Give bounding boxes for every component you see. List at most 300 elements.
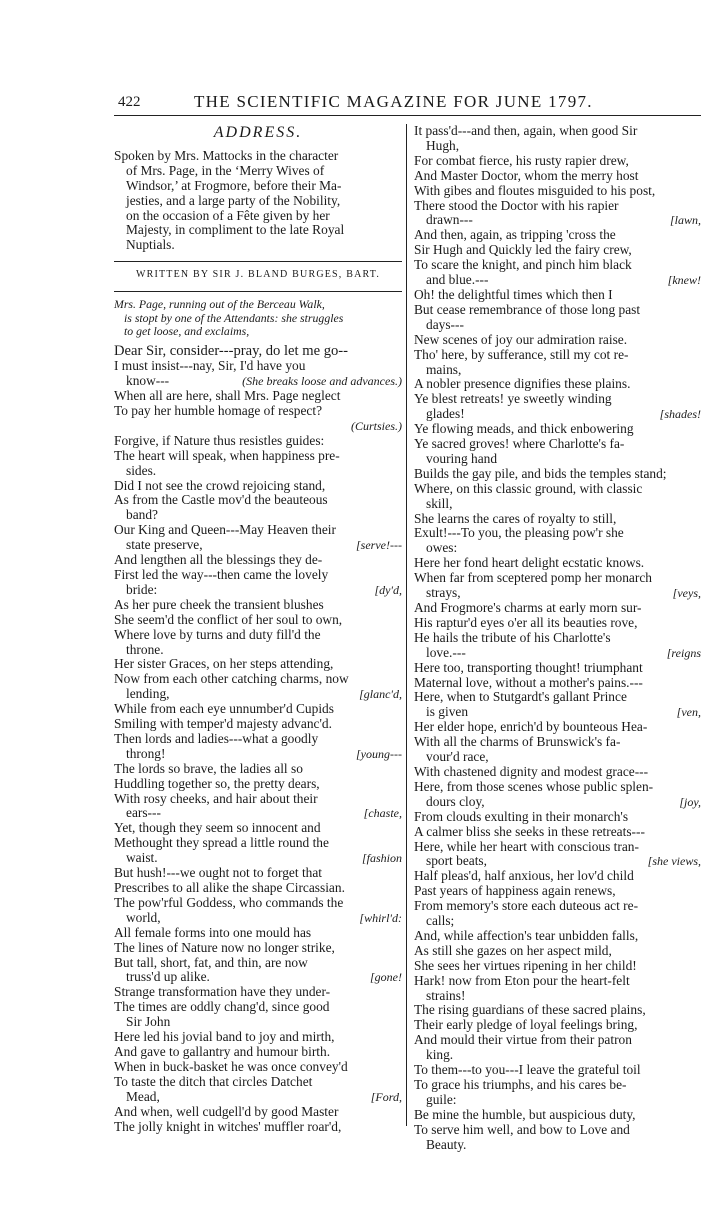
verse-line	[114, 970, 402, 985]
verse-note	[693, 124, 701, 139]
verse-note	[693, 825, 701, 840]
verse-line	[114, 792, 402, 807]
verse-line	[414, 139, 701, 154]
verse-text: She seem'd the conflict of her soul to own,	[114, 611, 343, 627]
verse-line	[414, 1063, 701, 1078]
verse-line	[414, 273, 701, 288]
verse-note	[693, 348, 701, 363]
verse-line	[414, 392, 701, 407]
verse-line	[114, 434, 402, 449]
verse-note	[693, 199, 701, 214]
verse-line	[414, 780, 701, 795]
verse-note	[693, 1123, 701, 1138]
verse-note	[394, 404, 402, 419]
verse-text: Ye blest retreats! ye sweetly winding	[414, 391, 612, 407]
verse-note: (She breaks loose and advances.)	[242, 374, 402, 389]
left-column	[114, 124, 402, 1134]
verse-text: Hark! now from Eton pour the heart-felt	[414, 972, 630, 988]
verse-note: [Ford,	[370, 1089, 402, 1104]
verse-text: Oh! the delightful times which then I	[414, 286, 613, 302]
verse-note	[693, 437, 701, 452]
verse-note	[394, 836, 402, 851]
verse-note	[693, 1063, 701, 1078]
verse-text: ears---	[126, 805, 161, 821]
verse-line	[414, 497, 701, 512]
verse-note	[394, 389, 402, 404]
verse-note: [whirl'd:	[359, 910, 402, 925]
verse-line	[414, 228, 701, 243]
verse-note	[693, 661, 701, 676]
verse-note	[394, 777, 402, 792]
verse-note: [young---	[356, 746, 402, 761]
verse-text: New scenes of joy our admiration raise.	[414, 331, 628, 347]
verse-note	[394, 956, 402, 971]
stage-line: is stopt by one of the Attendants: she struggles	[124, 310, 344, 325]
verse-note	[693, 303, 701, 318]
verse-note	[693, 869, 701, 884]
verse-text: throng!	[126, 745, 166, 761]
verse-text: I must insist---nay, Sir, I'd have you	[114, 358, 306, 374]
verse-note	[693, 243, 701, 258]
verse-text: Ye sacred groves! where Charlotte's fa-	[414, 436, 625, 452]
verse-text: He hails the tribute of his Charlotte's	[414, 629, 611, 645]
verse-note	[693, 750, 701, 765]
verse-text: drawn---	[426, 212, 473, 228]
verse-note	[394, 672, 402, 687]
verse-note	[693, 452, 701, 467]
verse-text: world,	[126, 909, 161, 925]
verse-text: and blue.---	[426, 272, 489, 288]
verse-text: As still she gazes on her aspect mild,	[414, 942, 612, 958]
verse-note	[394, 449, 402, 464]
verse-text: As her pure cheek the transient blushes	[114, 596, 324, 612]
verse-note	[693, 929, 701, 944]
verse-text: A nobler presence dignifies these plains.	[414, 376, 631, 392]
verse-line	[414, 676, 701, 691]
header-rule	[114, 115, 701, 116]
verse-line	[414, 1018, 701, 1033]
verse-note	[693, 526, 701, 541]
verse-text: The times are oddly chang'd, since good	[114, 999, 330, 1015]
verse-text: Yet, though they seem so innocent and	[114, 820, 321, 836]
verse-note: [lawn,	[669, 213, 701, 228]
verse-text: Be mine the humble, but auspicious duty,	[414, 1106, 636, 1122]
verse-text: owes:	[426, 540, 458, 556]
verse-note	[693, 989, 701, 1004]
verse-note	[693, 899, 701, 914]
verse-note	[693, 840, 701, 855]
column-divider	[406, 124, 407, 1126]
verse-line	[414, 571, 701, 586]
verse-note	[693, 720, 701, 735]
verse-text: Sir John	[126, 1014, 171, 1030]
verse-note	[693, 497, 701, 512]
verse-line	[414, 959, 701, 974]
verse-text: From clouds exulting in their monarch's	[414, 808, 629, 824]
verse-line	[414, 825, 701, 840]
verse-line	[114, 613, 402, 628]
verse-text: mains,	[426, 361, 462, 377]
verse-text: The rising guardians of these sacred plains,	[414, 1002, 646, 1018]
verse-note	[394, 508, 402, 523]
verse-text: To grace his triumphs, and his cares be-	[414, 1077, 627, 1092]
verse-note	[693, 735, 701, 750]
verse-text: But hush!---we ought not to forget that	[114, 865, 323, 881]
verse-text: With rosy cheeks, and hair about their	[114, 790, 318, 806]
verse-text: waist.	[126, 850, 158, 866]
stage-line: Mrs. Page, running out of the Berceau Walk,	[114, 297, 325, 312]
verse-line	[114, 1120, 402, 1135]
verse-note	[394, 1030, 402, 1045]
verse-text: The heart will speak, when happiness pre-	[114, 447, 340, 463]
verse-text: Here, when to Stutgardt's gallant Prince	[414, 689, 627, 705]
verse-text: From memory's store each duteous act re-	[414, 898, 639, 914]
verse-line	[414, 631, 701, 646]
verse-note	[693, 1138, 701, 1153]
verse-note	[693, 258, 701, 273]
verse-note: [serve!---	[356, 538, 402, 553]
verse-note	[394, 344, 402, 359]
verse-line	[114, 762, 402, 777]
verse-line	[114, 628, 402, 643]
verse-line	[414, 750, 701, 765]
verse-text: Where, on this classic ground, with classic	[414, 480, 643, 496]
verse-text: Forgive, if Nature thus resistles guides:	[114, 432, 325, 448]
verse-line	[114, 643, 402, 658]
verse-text: A calmer bliss she seeks in these retreats---	[414, 823, 645, 839]
verse-text: Did I not see the crowd rejoicing stand,	[114, 477, 326, 493]
verse-text: sport beats,	[426, 853, 487, 869]
verse-text: band?	[126, 507, 158, 523]
verse-line	[114, 702, 402, 717]
verse-line	[114, 672, 402, 687]
verse-line	[114, 747, 402, 762]
verse-text: Here, from those scenes whose public splen-	[414, 778, 654, 794]
verse-line	[414, 1093, 701, 1108]
verse-note	[394, 1000, 402, 1015]
verse-text: His raptur'd eyes o'er all its beauties rove,	[414, 614, 638, 630]
verse-note	[394, 464, 402, 479]
verse-note: [glanc'd,	[359, 687, 402, 702]
verse-text: To pay her humble homage of respect?	[114, 403, 323, 418]
verse-line	[414, 586, 701, 601]
verse-line	[414, 288, 701, 303]
verse-line	[414, 333, 701, 348]
section-rule	[114, 261, 402, 262]
verse-note	[394, 523, 402, 538]
verse-note: [she views,	[647, 854, 701, 869]
verse-note: [gone!	[370, 970, 402, 985]
verse-line	[414, 1123, 701, 1138]
verse-line	[114, 404, 402, 419]
verse-line	[114, 508, 402, 523]
verse-note	[394, 568, 402, 583]
verse-text: But cease remembrance of those long past	[414, 301, 641, 317]
verse-text: sides.	[126, 462, 157, 478]
verse-line	[414, 914, 701, 929]
verse-text: strains!	[426, 987, 466, 1003]
verse-note: (Curtsies.)	[351, 418, 402, 433]
verse-note	[394, 866, 402, 881]
verse-text: And Frogmore's charms at early morn sur-	[414, 600, 642, 615]
verse-text: state preserve,	[126, 537, 203, 553]
verse-text: Here too, transporting thought! triumphant	[414, 659, 643, 675]
verse-note	[693, 959, 701, 974]
verse-note	[693, 541, 701, 556]
verse-note	[693, 690, 701, 705]
verse-note	[693, 810, 701, 825]
verse-text: Exult!---To you, the pleasing pow'r she	[414, 525, 624, 541]
verse-note	[394, 941, 402, 956]
verse-note: [ven,	[676, 705, 701, 720]
verse-text: The lords so brave, the ladies all so	[114, 760, 303, 776]
verse-text: But tall, short, fat, and thin, are now	[114, 954, 308, 970]
verse-note	[394, 1060, 402, 1075]
intro-line: Majesty, in compliment to the late Royal	[126, 222, 345, 238]
verse-text: With all the charms of Brunswick's fa-	[414, 734, 621, 750]
verse-line	[414, 154, 701, 169]
verse-line	[114, 657, 402, 672]
verse-text: She sees her virtues ripening in her child!	[414, 957, 637, 973]
verse-note	[394, 553, 402, 568]
verse-text: The jolly knight in witches' muffler roar'd,	[114, 1118, 342, 1134]
verse-line	[414, 899, 701, 914]
verse-line	[114, 464, 402, 479]
verse-line	[414, 303, 701, 318]
verse-text: For combat fierce, his rusty rapier drew,	[414, 152, 629, 168]
left-verse	[114, 344, 402, 1134]
verse-note	[693, 1093, 701, 1108]
verse-text: skill,	[426, 495, 453, 511]
verse-note	[693, 601, 701, 616]
stage-direction	[114, 298, 402, 338]
verse-line	[414, 929, 701, 944]
verse-note	[693, 765, 701, 780]
verse-note: [dy'd,	[374, 582, 402, 597]
verse-line	[414, 646, 701, 661]
verse-line	[114, 568, 402, 583]
verse-text: To scare the knight, and pinch him black	[414, 257, 632, 273]
verse-text: days---	[426, 316, 464, 332]
verse-line	[414, 854, 701, 869]
verse-note	[693, 676, 701, 691]
verse-text: Tho' here, by sufferance, still my cot re-	[414, 346, 629, 362]
verse-text: There stood the Doctor with his rapier	[414, 197, 619, 213]
verse-line	[414, 243, 701, 258]
verse-line	[414, 452, 701, 467]
verse-line	[414, 124, 701, 139]
verse-line	[114, 806, 402, 821]
verse-text: Then lords and ladies---what a goodly	[114, 730, 319, 746]
verse-line	[414, 705, 701, 720]
verse-note	[693, 571, 701, 586]
verse-note	[693, 1003, 701, 1018]
verse-line	[114, 1090, 402, 1105]
verse-text: throne.	[126, 641, 164, 657]
verse-line	[114, 777, 402, 792]
verse-line	[114, 985, 402, 1000]
verse-note	[394, 985, 402, 1000]
page-header	[0, 88, 701, 118]
verse-note	[394, 613, 402, 628]
verse-note	[394, 657, 402, 672]
verse-text: know---	[126, 373, 170, 389]
verse-line	[414, 377, 701, 392]
verse-line	[414, 422, 701, 437]
verse-note: [reigns	[666, 645, 701, 660]
verse-line	[114, 941, 402, 956]
verse-line	[114, 1030, 402, 1045]
verse-line	[414, 348, 701, 363]
section-rule	[114, 291, 402, 292]
verse-line	[414, 363, 701, 378]
verse-line	[114, 1000, 402, 1015]
verse-line	[114, 493, 402, 508]
verse-text: Half pleas'd, half anxious, her lov'd child	[414, 868, 634, 884]
verse-text: All female forms into one mould has	[114, 924, 312, 940]
verse-line	[114, 1015, 402, 1030]
verse-text: And then, again, as tripping 'cross the	[414, 227, 616, 243]
verse-line	[414, 944, 701, 959]
verse-note	[693, 914, 701, 929]
verse-text: The pow'rful Goddess, who commands the	[114, 894, 344, 910]
verse-line	[114, 732, 402, 747]
verse-text: While from each eye unnumber'd Cupids	[114, 701, 334, 717]
verse-note	[693, 288, 701, 303]
verse-line	[114, 389, 402, 404]
verse-line	[114, 821, 402, 836]
verse-line	[414, 407, 701, 422]
verse-line	[414, 869, 701, 884]
verse-line	[414, 318, 701, 333]
verse-note	[693, 154, 701, 169]
verse-line	[414, 690, 701, 705]
verse-note	[394, 926, 402, 941]
verse-line	[114, 881, 402, 896]
verse-line	[114, 956, 402, 971]
verse-note	[394, 598, 402, 613]
verse-line	[414, 884, 701, 899]
verse-line	[114, 1045, 402, 1060]
verse-line	[114, 479, 402, 494]
verse-note: [fashion	[361, 851, 402, 866]
stage-line: to get loose, and exclaims,	[124, 323, 250, 338]
verse-text: vouring hand	[426, 450, 498, 466]
verse-text: Smiling with temper'd majesty advanc'd.	[114, 716, 332, 732]
verse-line	[414, 601, 701, 616]
intro-line: Windsor,’ at Frogmore, before their Ma-	[126, 177, 342, 193]
verse-text: Beauty.	[426, 1136, 467, 1152]
verse-text: Sir Hugh and Quickly led the fairy crew,	[414, 242, 632, 258]
verse-line	[114, 911, 402, 926]
verse-text: With gibes and floutes misguided to his post,	[414, 182, 656, 198]
verse-note	[394, 821, 402, 836]
verse-line	[414, 482, 701, 497]
byline: WRITTEN BY SIR J. BLAND BURGES, BART.	[135, 269, 381, 281]
verse-note	[693, 228, 701, 243]
verse-note	[693, 1108, 701, 1123]
verse-note	[693, 884, 701, 899]
verse-text: Prescribes to all alike the shape Circassian.	[114, 880, 345, 895]
verse-text: As from the Castle mov'd the beauteous	[114, 492, 328, 508]
verse-note	[394, 702, 402, 717]
verse-text: First led the way---then came the lovely	[114, 566, 329, 582]
verse-note	[394, 792, 402, 807]
verse-note	[394, 493, 402, 508]
verse-text: Ye flowing meads, and thick enbowering	[414, 421, 634, 437]
verse-line	[114, 598, 402, 613]
verse-line	[414, 213, 701, 228]
verse-line	[114, 419, 402, 434]
verse-note	[693, 974, 701, 989]
verse-note	[693, 1048, 701, 1063]
intro-line: Spoken by Mrs. Mattocks in the character	[114, 147, 339, 163]
verse-line	[114, 851, 402, 866]
verse-text: glades!	[426, 406, 465, 422]
verse-note	[693, 512, 701, 527]
right-verse	[414, 124, 701, 1153]
verse-note	[693, 631, 701, 646]
verse-text: It pass'd---and then, again, when good Sir	[414, 123, 638, 138]
verse-line	[114, 1075, 402, 1090]
verse-line	[414, 989, 701, 1004]
verse-note	[693, 556, 701, 571]
verse-text: To serve him well, and bow to Love and	[414, 1121, 630, 1137]
verse-text: Dear Sir, consider---pray, do let me go--	[114, 343, 349, 360]
verse-note	[693, 482, 701, 497]
verse-text: Here led his jovial band to joy and mirth,	[114, 1029, 335, 1045]
verse-line	[414, 184, 701, 199]
verse-note	[394, 1105, 402, 1120]
verse-text: dours cloy,	[426, 793, 485, 809]
verse-text: lending,	[126, 686, 170, 702]
verse-line	[114, 553, 402, 568]
verse-line	[114, 836, 402, 851]
verse-text: is given	[426, 704, 469, 720]
verse-line	[414, 735, 701, 750]
verse-text: king.	[426, 1047, 454, 1063]
verse-line	[414, 1108, 701, 1123]
verse-text: guile:	[426, 1091, 457, 1107]
verse-text: With chastened dignity and modest grace---	[414, 763, 649, 779]
verse-line	[414, 199, 701, 214]
verse-line	[414, 720, 701, 735]
verse-text: Where love by turns and duty fill'd the	[114, 626, 321, 642]
verse-text: When far from sceptered pomp her monarch	[414, 570, 652, 586]
intro-line: jesties, and a large party of the Nobility,	[126, 192, 341, 208]
verse-text: Our King and Queen---May Heaven their	[114, 522, 336, 538]
verse-line	[114, 1105, 402, 1120]
verse-note	[394, 1015, 402, 1030]
verse-note	[693, 1033, 701, 1048]
verse-line	[114, 896, 402, 911]
verse-note	[394, 881, 402, 896]
verse-text: Their early pledge of loyal feelings bring,	[414, 1017, 638, 1033]
verse-text: When all are here, shall Mrs. Page neglect	[114, 388, 341, 404]
verse-text: calls;	[426, 913, 455, 929]
verse-note	[394, 479, 402, 494]
verse-line	[414, 1048, 701, 1063]
verse-line	[414, 1033, 701, 1048]
verse-line	[414, 765, 701, 780]
verse-text: Huddling together so, the pretty dears,	[114, 775, 320, 791]
verse-note	[394, 1045, 402, 1060]
verse-note	[394, 717, 402, 732]
verse-line	[414, 258, 701, 273]
verse-text: Hugh,	[426, 137, 460, 153]
verse-text: vour'd race,	[426, 749, 489, 765]
verse-line	[414, 1003, 701, 1018]
